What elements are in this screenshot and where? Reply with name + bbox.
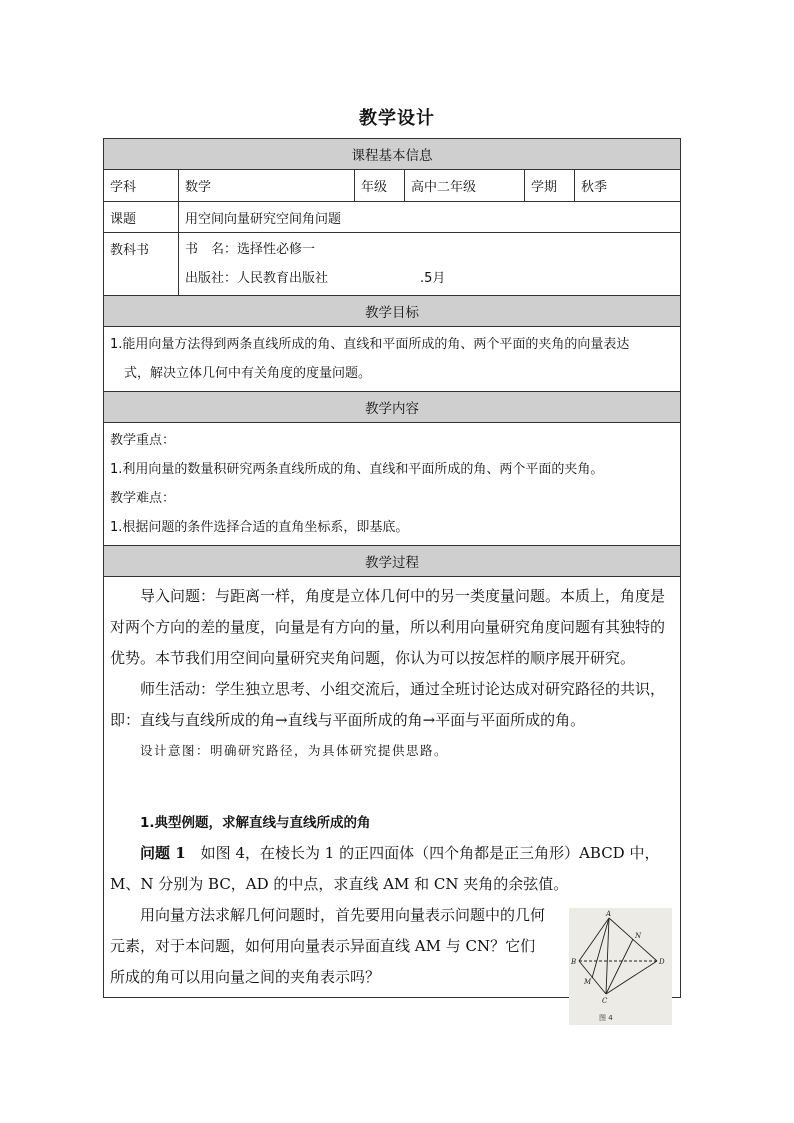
vertex-label-b: B: [571, 958, 577, 966]
subject-label: 学科: [104, 170, 179, 202]
design-intent: 设计意图：明确研究路径，为具体研究提供思路。: [140, 743, 449, 758]
tetrahedron-diagram: [569, 908, 672, 1025]
publish-date: .5月: [420, 271, 446, 286]
section-1-heading: 1.典型例题，求解直线与直线所成的角: [140, 815, 371, 831]
problem-1-followup-wrap: [110, 900, 674, 1022]
book-name-label: 书 名：: [185, 242, 238, 257]
key-point-item: 1.利用向量的数量积研究两条直线所成的角、直线和平面所成的角、两个平面的夹角。: [110, 462, 604, 477]
topic-label: 课题: [104, 202, 179, 233]
publisher-line: [185, 264, 674, 293]
key-points-label: 教学重点：: [110, 433, 176, 448]
lesson-plan-table: [103, 138, 681, 1022]
document-title: 教学设计: [359, 108, 435, 129]
info-row-topic: [104, 202, 681, 233]
section-header-basic-info: 课程基本信息: [104, 139, 681, 170]
figure-caption: 图 4: [599, 1014, 613, 1022]
point-label-n: N: [635, 932, 642, 940]
grade-label: 年级: [355, 170, 405, 202]
section-header-content: 教学内容: [104, 392, 681, 423]
problem-1-followup: 用向量方法求解几何问题时，首先要用向量表示问题中的几何元素，对于本问题，如何用向量表示异面直线 AM 与 CN？它们所成的角可以用向量之间的夹角表示吗？: [110, 906, 546, 986]
process-row: [104, 577, 681, 998]
problem-1: [110, 838, 674, 900]
tetrahedron-figure: [569, 908, 672, 1025]
book-name-line: [185, 235, 674, 264]
topic-value: 用空间向量研究空间角问题: [179, 202, 681, 233]
teacher-student-activity: 师生活动：学生独立思考、小组交流后，通过全班讨论达成对研究路径的共识，即：直线与直线所成的角→直线与平面所成的角→平面与平面所成的角。: [110, 680, 666, 729]
difficult-points-label: 教学难点：: [110, 491, 176, 506]
publisher-label: 出版社：: [185, 271, 238, 286]
vertex-label-c: C: [602, 997, 608, 1005]
objective-item-1: 1.能用向量方法得到两条直线所成的角、直线和平面所成的角、两个平面的夹角的向量表达: [110, 337, 630, 352]
section-header-objectives: 教学目标: [104, 296, 681, 327]
textbook-details: [179, 233, 681, 296]
problem-1-text: 如图 4，在棱长为 1 的正四面体（四个角都是正三角形）ABCD 中，M、N 分别为 BC，AD 的中点，求直线 AM 和 CN 夹角的余弦值。: [110, 844, 660, 893]
content-row: [104, 423, 681, 546]
book-name-value: 选择性必修一: [237, 242, 316, 257]
objective-item-1-continued: 式，解决立体几何中有关角度的度量问题。: [124, 366, 372, 381]
intro-question: 导入问题：与距离一样，角度是立体几何中的另一类度量问题。本质上，角度是对两个方向的差的量度，向量是有方向的量，所以利用向量研究角度问题有其独特的优势。本节我们用空间向量研究夹角问题，你认为可以按怎样的顺序展开研究。: [110, 587, 666, 667]
point-label-m: M: [584, 978, 592, 986]
term-value: 秋季: [575, 170, 681, 202]
objectives-cell: [104, 327, 681, 392]
info-row-textbook: [104, 233, 681, 296]
vertex-label-d: D: [659, 958, 665, 966]
textbook-label: 教科书: [104, 233, 179, 296]
difficult-point-item: 1.根据问题的条件选择合适的直角坐标系，即基底。: [110, 520, 409, 535]
vertex-label-a: A: [606, 910, 612, 918]
publisher-value: 人民教育出版社: [237, 271, 329, 286]
term-label: 学期: [525, 170, 575, 202]
problem-1-label: 问题 1: [140, 844, 186, 862]
content-cell: [104, 423, 681, 546]
subject-value: 数学: [179, 170, 355, 202]
info-row-subject: [104, 170, 681, 202]
section-header-process: 教学过程: [104, 546, 681, 577]
grade-value: 高中二年级: [405, 170, 525, 202]
objectives-row: [104, 327, 681, 392]
process-cell: [104, 577, 681, 1022]
